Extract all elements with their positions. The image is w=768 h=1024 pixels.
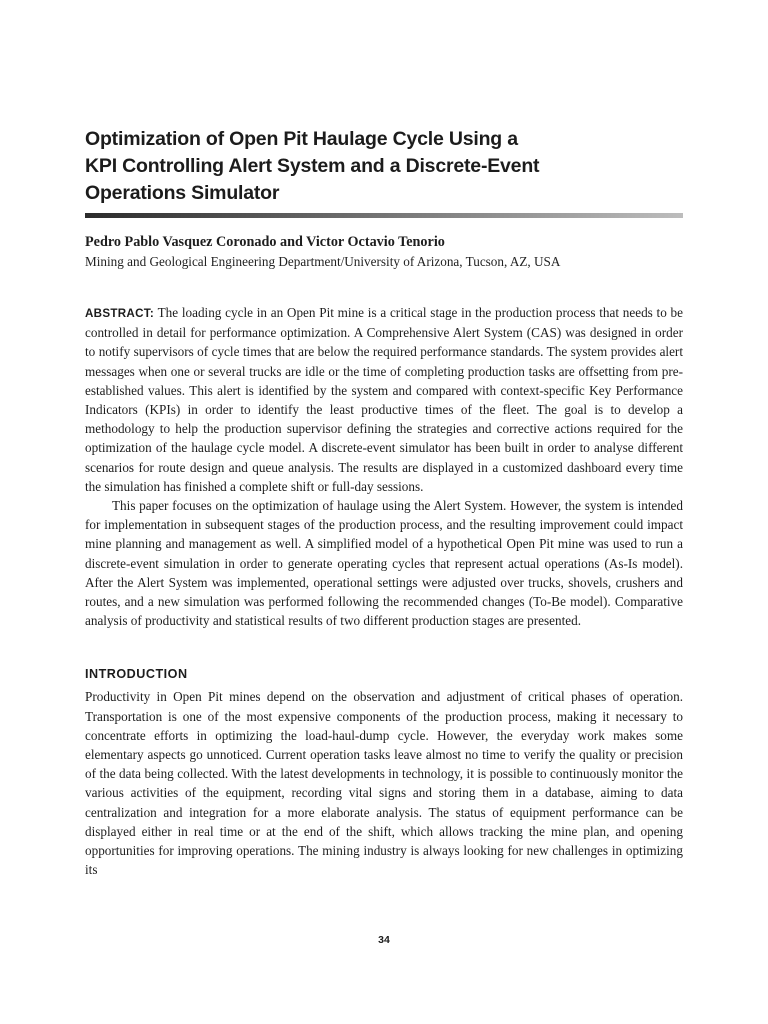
introduction-heading: INTRODUCTION [85, 667, 188, 682]
page-number: 34 [378, 934, 390, 946]
abstract-label: ABSTRACT: [85, 307, 155, 320]
title-line-2: KPI Controlling Alert System and a Discrete-Event [85, 155, 540, 177]
paper-page [85, 126, 683, 879]
author-list: Pedro Pablo Vasquez Coronado and Victor Octavio Tenorio [85, 234, 445, 250]
title-line-1: Optimization of Open Pit Haulage Cycle Using a [85, 128, 518, 150]
paper-title [85, 126, 683, 207]
title-divider [85, 213, 683, 218]
author-affiliation: Mining and Geological Engineering Department/University of Arizona, Tucson, AZ, USA [85, 254, 561, 269]
introduction-paragraph-1: Productivity in Open Pit mines depend on the observation and adjustment of critical phases of operation. Transportation is one of the most expensive components of the production process, making it necessary to concentrate efforts in optimizing the load-haul-dump cycle. However, the everyday work makes some elementary aspects go unnoticed. Current operation tasks leave almost no time to verify the quality or precision of the data being collected. With the latest developments in technology, it is possible to continuously monitor the various activities of the equipment, recording vital signs and storing them in a database, aiming to data centralization and integration for a more elaborate analysis. The status of equipment performance can be displayed either in real time or at the end of the shift, which allows tracking the mine plan, and opening opportunities for improving operations. The mining industry is always looking for new challenges in optimizing its [85, 689, 683, 878]
abstract-section [85, 303, 683, 630]
abstract-paragraph-1-text: The loading cycle in an Open Pit mine is a critical stage in the production process that needs to be controlled in detail for performance optimization. A Comprehensive Alert System (CAS) was designed in order to notify supervisors of cycle times that are below the required performance standards. The system provides alert messages when one or several trucks are idle or the time of completing production tasks are offsetting from pre-established values. This alert is identified by the system and compared with context-specific Key Performance Indicators (KPIs) in order to identify the least productive times of the fleet. The goal is to develop a methodology to help the production supervisor defining the strategies and corrective actions required for the optimization of the haulage cycle model. A discrete-event simulator has been built in order to analyse different scenarios for route design and queue analysis. The results are displayed in a customized dashboard every time the simulation has finished a complete shift or full-day sessions. [85, 305, 684, 494]
abstract-paragraph-2: This paper focuses on the optimization of haulage using the Alert System. However, the system is intended for implementation in subsequent stages of the production process, and the resulting improvement could impact mine planning and management as well. A simplified model of a hypothetical Open Pit mine was used to run a discrete-event simulation in order to generate operating cycles that represent actual operations (As-Is model). After the Alert System was implemented, operational settings were adjusted over trucks, shovels, crushers and routes, and a new simulation was performed following the recommended changes (To-Be model). Comparative analysis of productivity and statistical results of two different production stages are presented. [85, 498, 683, 629]
abstract-paragraph-1 [85, 303, 683, 496]
title-line-3: Operations Simulator [85, 182, 280, 204]
